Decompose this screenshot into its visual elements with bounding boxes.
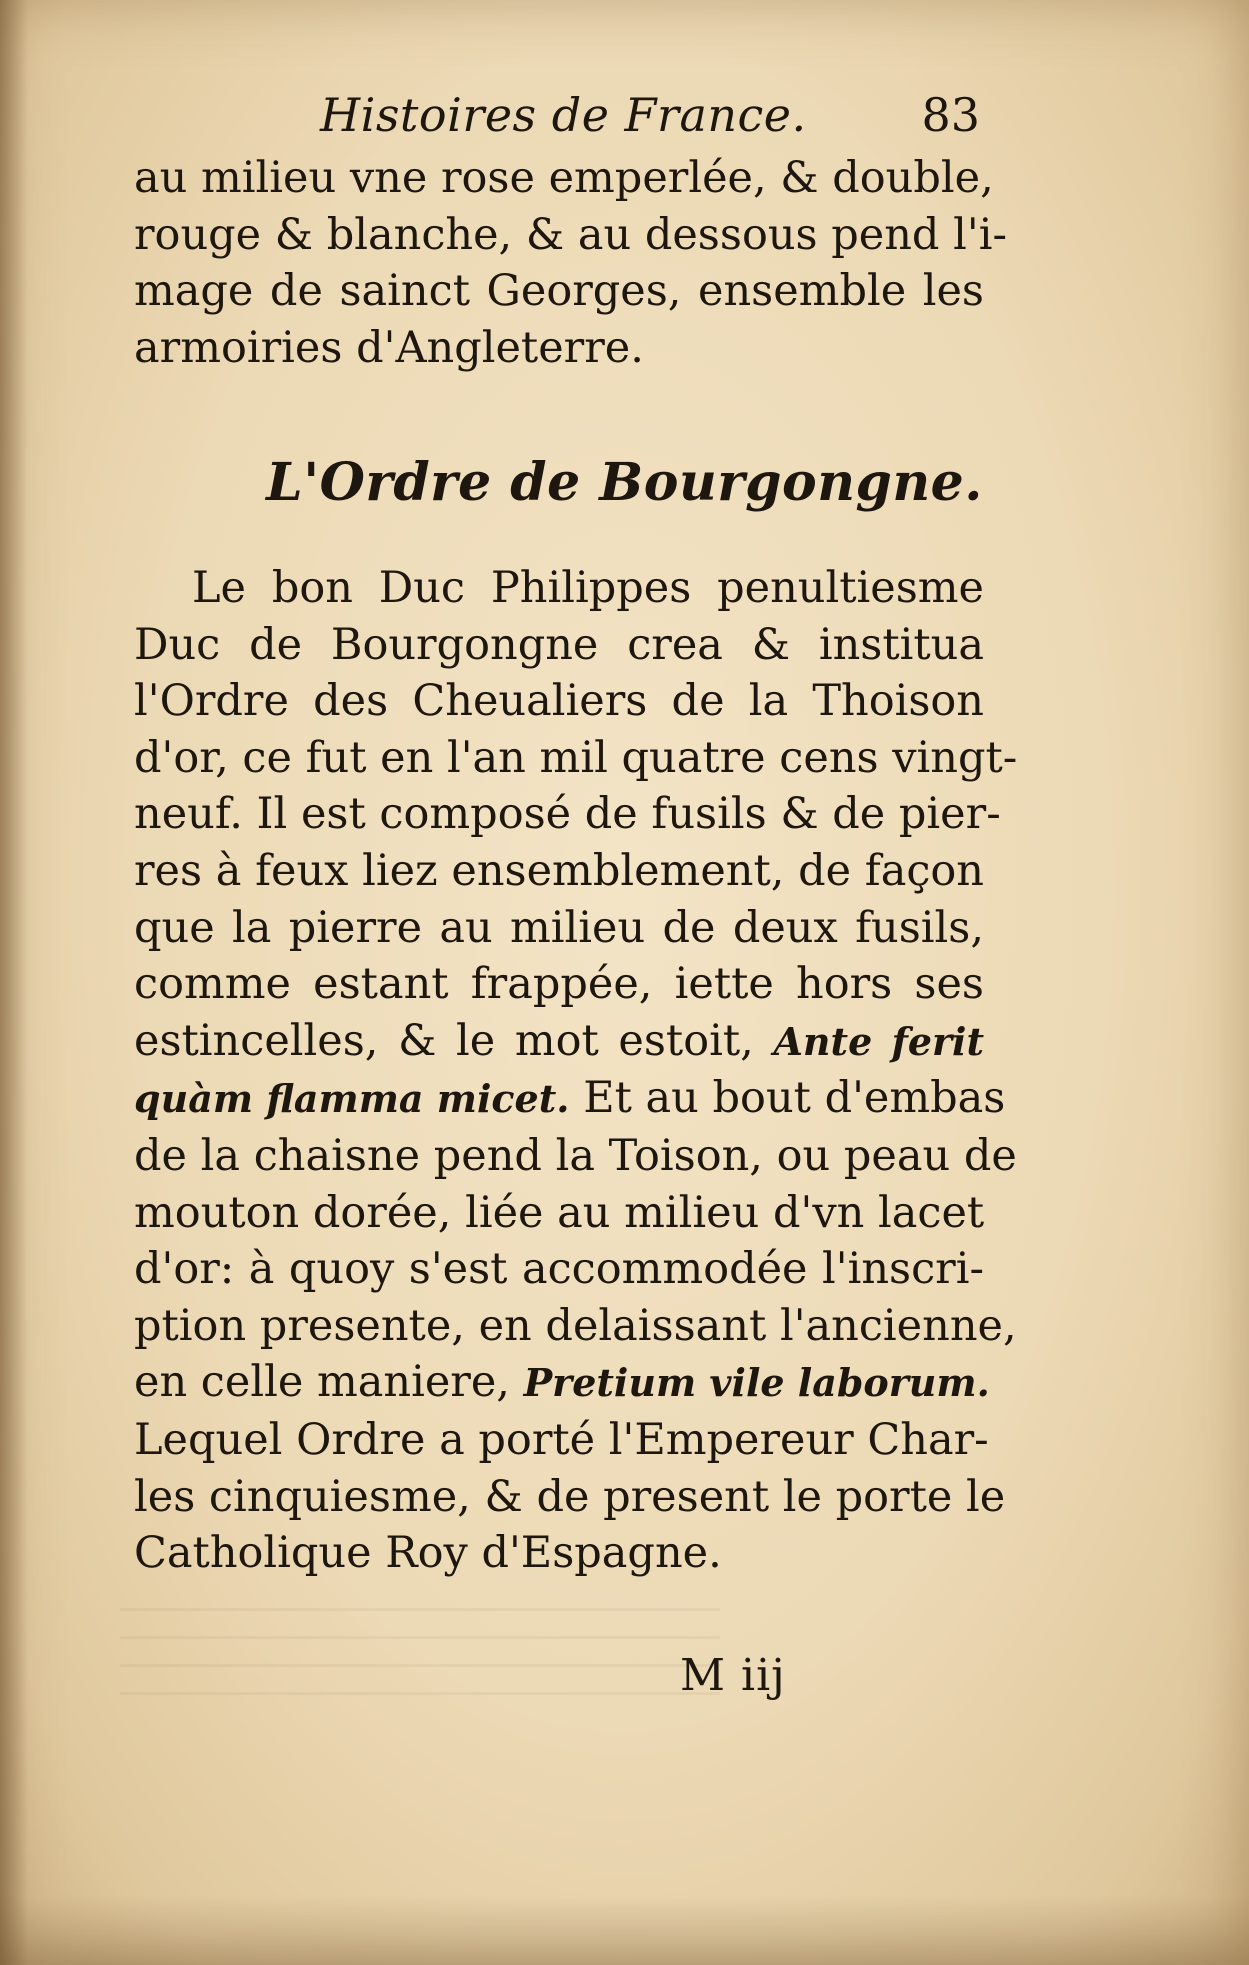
section-heading: L'Ordre de Bourgongne. — [266, 452, 983, 513]
motto-line-suffix: Et au bout d'embas — [583, 1073, 1006, 1124]
text-line: de la chaisne pend la Toison, ou peau de — [134, 1130, 1017, 1181]
text-line: Le bon Duc Philippes penultiesme — [192, 563, 984, 613]
text-line: l'Ordre des Cheualiers de la Thoison — [134, 676, 984, 727]
main-paragraph — [134, 560, 1018, 1582]
page-number: 83 — [921, 88, 980, 142]
running-title: Histoires de France. — [320, 88, 807, 142]
text-line: rouge & blanche, & au dessous pend l'i- — [134, 209, 1007, 260]
motto-line-prefix: estincelles, & le mot estoit, — [134, 1015, 754, 1066]
text-line: Catholique Roy d'Espagne. — [134, 1528, 722, 1579]
text-line: neuf. Il est composé de fusils & de pier- — [134, 789, 1001, 840]
text-line: d'or: à quoy s'est accommodée l'inscri- — [134, 1244, 984, 1295]
top-paragraph — [134, 150, 1007, 376]
inscription-prefix: en celle maniere, — [134, 1357, 510, 1408]
text-line — [134, 1354, 990, 1412]
text-line: ption presente, en delaissant l'ancienne, — [134, 1300, 1017, 1351]
text-line: mouton dorée, liée au milieu d'vn lacet — [134, 1187, 985, 1238]
text-line: les cinquiesme, & de present le porte le — [134, 1471, 1006, 1522]
text-line — [134, 1070, 1006, 1128]
text-line: Lequel Ordre a porté l'Empereur Char- — [134, 1414, 989, 1465]
text-line: armoiries d'Angleterre. — [134, 322, 644, 373]
motto-latin-a: Ante ferit — [773, 1018, 985, 1064]
motto-latin-b: quàm flamma micet. — [134, 1076, 570, 1122]
text-line: mage de sainct Georges, ensemble les — [134, 266, 984, 317]
text-line: res à feux liez ensemblement, de façon — [134, 845, 984, 896]
text-line: que la pierre au milieu de deux fusils, — [134, 902, 984, 953]
text-line: au milieu vne rose emperlée, & double, — [134, 153, 994, 203]
text-line — [134, 1013, 984, 1071]
inscription-latin: Pretium vile laborum. — [523, 1360, 990, 1406]
running-head — [320, 88, 980, 158]
text-line: Duc de Bourgongne crea & institua — [134, 619, 984, 670]
show-through-texture — [120, 1605, 720, 1695]
text-line: d'or, ce fut en l'an mil quatre cens vingt- — [134, 732, 1018, 783]
text-line: comme estant frappée, iette hors ses — [134, 959, 984, 1010]
signature-mark: M iij — [680, 1650, 786, 1701]
